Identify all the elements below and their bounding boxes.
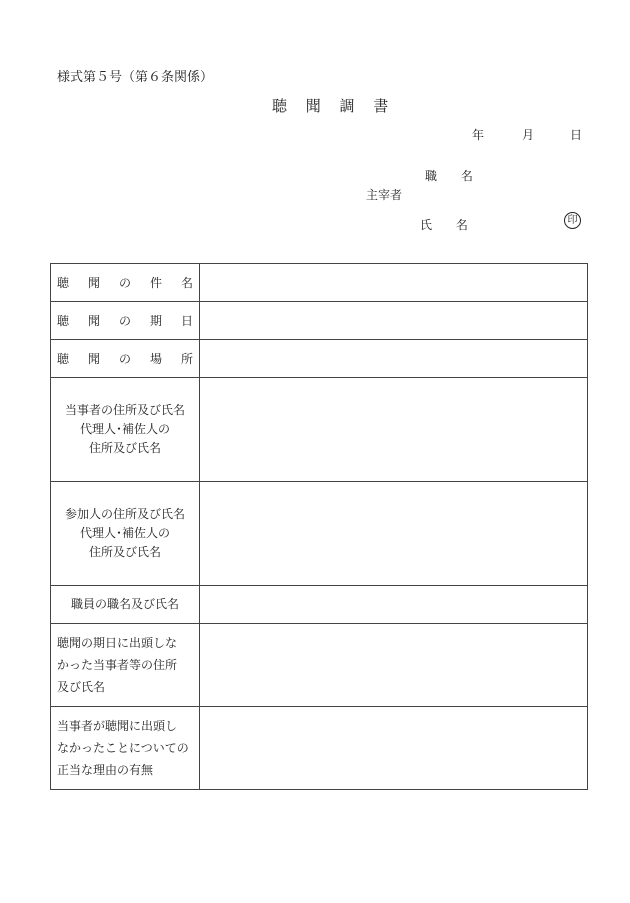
document-title: 聴 聞 調 書 (272, 97, 396, 115)
row-label-justifiable-reason (51, 707, 200, 790)
label-char: の (118, 276, 131, 290)
label-char: 聴 (57, 276, 70, 290)
host-label: 主宰者 (366, 188, 403, 202)
row-label-party-address (51, 378, 200, 482)
label-line: かった当事者等の住所 (57, 658, 178, 672)
table-row (51, 378, 588, 482)
label-char: 日 (180, 314, 193, 328)
label-char: 聴 (57, 314, 70, 328)
label-line: 参加人の住所及び氏名 (64, 507, 185, 521)
form-number: 様式第５号（第６条関係） (57, 70, 214, 85)
participant-address-field[interactable] (200, 482, 588, 586)
row-label-staff-name (51, 586, 200, 624)
label-line: 住所及び氏名 (88, 441, 161, 455)
table-row (51, 302, 588, 340)
label-line: 聴聞の期日に出頭しな (57, 636, 178, 650)
hearing-subject-field[interactable] (200, 264, 588, 302)
absent-party-field[interactable] (200, 624, 588, 707)
label-char: 件 (149, 276, 162, 290)
row-label-hearing-subject (51, 264, 200, 302)
date-day-label: 日 (570, 128, 583, 142)
label-char: 聴 (57, 352, 70, 366)
label-line: 当事者の住所及び氏名 (64, 403, 185, 417)
label-line: 当事者が聴聞に出頭し (57, 719, 178, 733)
date-year-label: 年 (472, 128, 485, 142)
label-line: なかったことについての (57, 741, 189, 755)
label-char: の (118, 314, 131, 328)
label-char: 聞 (87, 314, 100, 328)
label-char: 所 (180, 352, 193, 366)
label-char: 聞 (87, 276, 100, 290)
label-char: 場 (149, 352, 162, 366)
hearing-record-table (50, 263, 588, 790)
hearing-date-field[interactable] (200, 302, 588, 340)
staff-name-field[interactable] (200, 586, 588, 624)
hearing-place-field[interactable] (200, 340, 588, 378)
label-char: 名 (180, 276, 193, 290)
row-label-participant-address (51, 482, 200, 586)
seal-icon: 印 (564, 212, 581, 229)
label-line: 住所及び氏名 (88, 545, 161, 559)
date-month-label: 月 (522, 128, 535, 142)
table-row (51, 586, 588, 624)
row-label-hearing-place (51, 340, 200, 378)
label-line: 正当な理由の有無 (57, 763, 154, 777)
table-row (51, 264, 588, 302)
label-char: 期 (149, 314, 162, 328)
row-label-hearing-date (51, 302, 200, 340)
label-char: の (118, 352, 131, 366)
party-address-field[interactable] (200, 378, 588, 482)
label-char: 聞 (87, 352, 100, 366)
job-title-label: 職 名 (425, 169, 483, 183)
label-line: 代理人･補佐人の (79, 422, 170, 436)
label-line: 代理人･補佐人の (79, 526, 170, 540)
label-line: 及び氏名 (57, 680, 106, 694)
table-row (51, 624, 588, 707)
name-label: 氏 名 (420, 218, 478, 232)
row-label-absent-party (51, 624, 200, 707)
justifiable-reason-field[interactable] (200, 707, 588, 790)
label-line: 職員の職名及び氏名 (70, 597, 179, 611)
table-row (51, 340, 588, 378)
table-row (51, 707, 588, 790)
table-row (51, 482, 588, 586)
